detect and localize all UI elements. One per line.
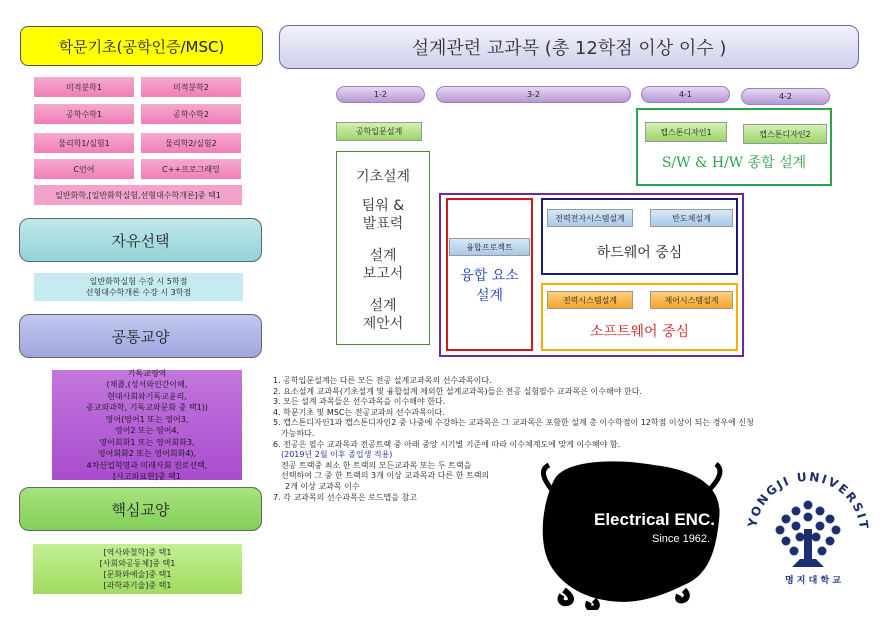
course-box: 공학수학1 [34,104,134,124]
semester-1-2: 1-2 [336,86,425,103]
hardware-course-1: 전력전자시스템설계 [547,209,633,227]
free-heading: 자유선택 [19,218,262,262]
liberal-heading: 공통교양 [19,314,262,358]
university-seal [738,455,878,605]
software-label: 소프트웨어 중심 [589,324,690,340]
capstone-course-1: 캡스톤디자인1 [645,122,727,142]
intro-topic: 설계 제안서 [362,298,404,332]
core-heading: 핵심교양 [19,487,262,531]
core-line: [사회와공동체]중 택1 [99,559,176,568]
svg-text:MYONGJI UNIVERSITY [738,455,871,531]
intro-topic: 팀워 & 발표력 [361,198,405,232]
note-line: 6. 전공은 필수 교과목과 전공트랙 중 아래 중앙 시기별 기준에 따라 이수체계도에 맞게 이수해야 함. [273,439,621,449]
basic-heading: 학문기초(공학인증/MSC) [20,26,263,66]
note-line: 전공 트랙중 최소 한 트랙의 모든교과목 또는 두 트랙을 [281,460,472,470]
note-line: 5. 캡스톤디자인1과 캡스톤디자인2 중 나중에 수강하는 교과목은 그 교과목은 포함한 설계 총 이수학점이 12학점 이상이 되는 경우에 신청 [273,418,754,428]
electrical-logo-since: Since 1962. [652,533,711,545]
hardware-label: 하드웨어 중심 [596,245,683,261]
note-line: 2. 요소설계 교과목(기초설계 및 융합설계 제외한 설계교과목)들은 전공 실험필수 교과목은 이수해야 한다. [273,386,642,396]
software-course-2: 제어시스템설계 [650,291,733,309]
capstone-course-2: 캡스톤디자인2 [743,124,827,144]
liberal-line: 영어회화1 또는 영어회화3, [99,437,195,447]
course-box: C언어 [34,159,134,179]
capstone-frame [636,108,832,186]
course-box: 미적분학1 [34,77,134,97]
note-line: 선택하여 그 중 한 트랙의 3개 이상 교과목과 다른 한 트랙의 [281,471,490,481]
liberal-line: 현대사회와기독교윤리, [107,391,187,401]
note-line: 가능하다. [281,428,315,438]
liberal-line: 영어(영어1 또는 영어3, [105,414,189,424]
core-line: [문화와예술]중 택1 [103,570,172,579]
semester-3-2: 3-2 [436,86,631,103]
hardware-course-2: 반도체설계 [650,209,733,227]
liberal-line: (채플,(성서와인간이해, [106,380,188,389]
liberal-note [52,370,242,480]
intro-course: 공학입문설계 [336,122,422,141]
semester-4-2: 4-2 [741,88,830,105]
fusion-course: 융합프로젝트 [449,238,530,256]
free-note-line: 일반화학실험 수강 시 5학점 [89,277,188,286]
electrical-logo-icon [534,450,729,610]
core-line: [과학과기술]중 택1 [103,581,172,590]
note-line: 4. 학문기초 및 MSC는 전공교과의 선수과목이다. [273,407,445,417]
liberal-line: 영어2 또는 영어4, [114,426,180,435]
note-line: 1. 공학입문설계는 다른 모든 전공 설계교과목의 선수과목이다. [273,376,492,385]
intro-topic: 설계 보고서 [362,248,404,282]
course-box: 미적분학2 [141,77,241,97]
basic-note: 일반화학,[일반화학실험,선형대수학개론]중 택1 [34,185,242,205]
semester-4-1: 4-1 [641,86,730,103]
note-line: 2개 이상 교과목 이수 [285,481,360,491]
core-note [33,544,242,594]
course-box: 물리학2/실험2 [141,133,241,153]
liberal-line: 종교와과학, 기독교와문화 중 택1)) [86,403,208,412]
main-title: 설계관련 교과목 (총 12학점 이상 이수 ) [279,25,859,69]
free-note-line: 선형대수학개론 수강 시 3학점 [85,288,192,297]
course-box: 공학수학2 [141,104,241,124]
core-line: [역사와철학]중 택1 [103,548,172,557]
software-course-1: 전력시스템설계 [547,291,633,309]
electrical-logo [534,450,729,610]
free-note [34,273,243,301]
university-name: YONGJI UNIVERSIT [745,469,872,532]
electrical-logo-title: Electrical ENC. [594,510,715,529]
course-box: 물리학1/실험1 [34,133,134,153]
liberal-line: 4차산업혁명과 미래사회 진로선택, [86,460,208,470]
note-line: 3. 모든 설계 과목들은 선수과목을 이수해야 한다. [273,397,446,407]
intro-topics-box [336,151,430,345]
liberal-line: 기독교영역 [127,368,167,378]
note-line: 7. 각 교과목의 선수과목은 로드맵을 참고 [273,492,417,502]
course-box: C++프로그래밍 [141,159,241,179]
liberal-line: [사고와표현]중 택1 [113,472,181,481]
intro-topic: 기초설계 [355,169,411,185]
capstone-label: S/W & H/W 종합 설계 [661,155,807,171]
fusion-label: 융합 요소 설계 [460,268,519,304]
note-line: (2019년 2월 이후 졸업생 적용) [281,450,393,460]
university-name-kr: 명 지 대 학 교 [784,576,841,586]
liberal-line: 영어회화2 또는 영어회화4), [97,449,197,458]
